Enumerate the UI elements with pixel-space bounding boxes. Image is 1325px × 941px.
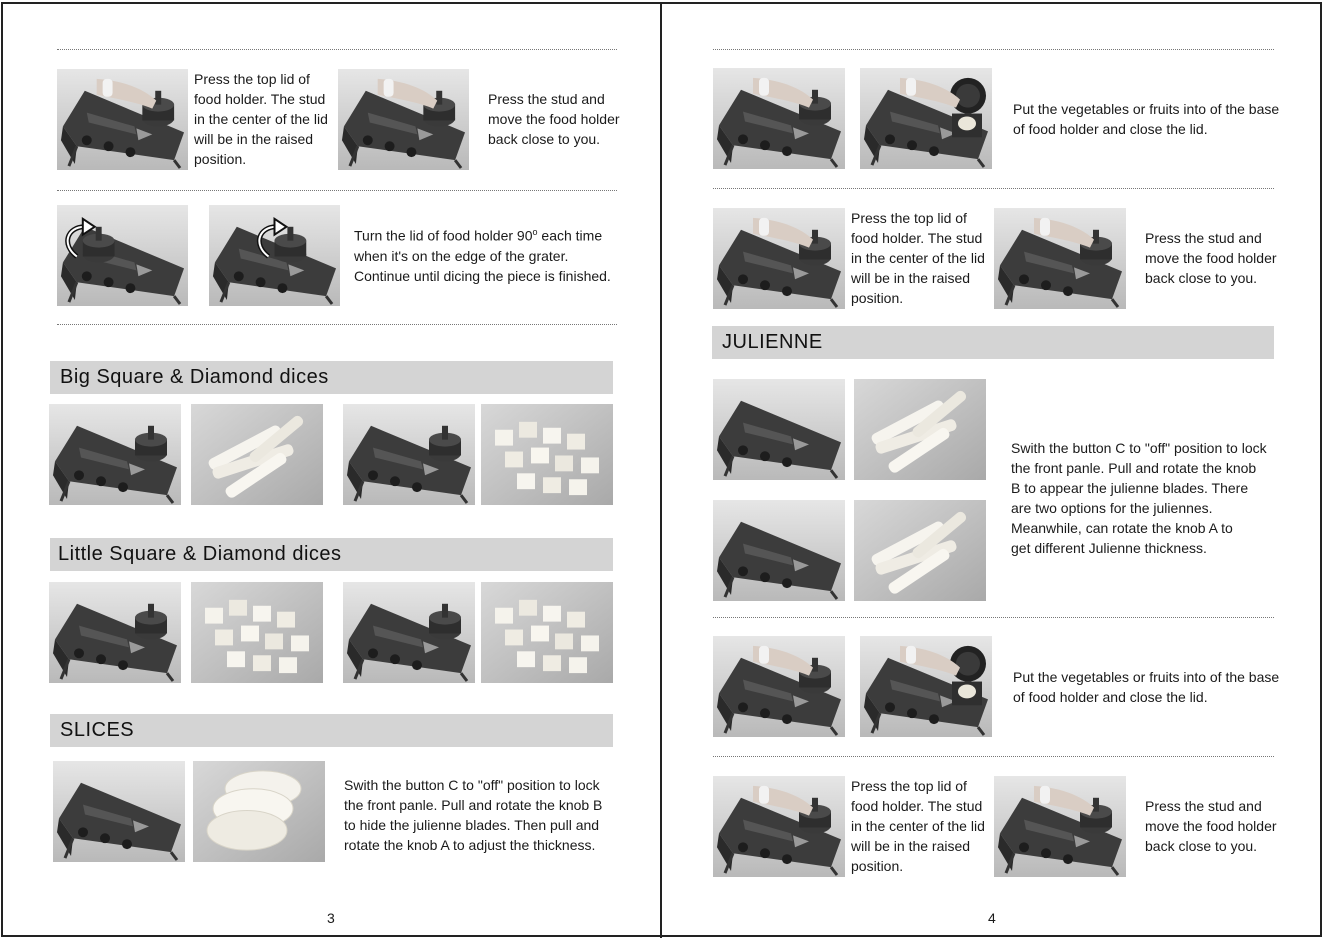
photo-put-vegetables-1 (713, 68, 845, 169)
photo-big-dice-slicer-2 (343, 404, 475, 505)
page-number-left: 3 (327, 910, 335, 926)
photo-press-lid (57, 69, 188, 170)
put-vegetables-text: Put the vegetables or fruits into of the base of food holder and close the lid. (1013, 101, 1280, 137)
photo-press-lid-right-2 (713, 776, 845, 877)
section-header-big-dices (50, 361, 613, 394)
step-press-lid-text: Press the top lid of food holder. The stud in the center of the lid will be in the raised position. (194, 71, 328, 167)
photo-julienne-slicer-2 (713, 500, 845, 601)
photo-julienne-sticks-1 (854, 379, 986, 480)
photo-close-lid-2 (860, 636, 992, 737)
section-title: Big Square & Diamond dices (60, 366, 329, 388)
photo-move-holder (338, 69, 469, 170)
section-header-slices (50, 714, 613, 747)
section-title: JULIENNE (722, 331, 823, 353)
section-header-little-dices (50, 538, 613, 571)
put-vegetables-text-2: Put the vegetables or fruits into of the base of food holder and close the lid. (1013, 669, 1280, 705)
step-press-lid-text-right: Press the top lid of food holder. The stud in the center of the lid will be in the raised position. (851, 210, 985, 306)
photo-julienne-sticks-2 (854, 500, 986, 601)
step-press-lid-text-right-2: Press the top lid of food holder. The stud in the center of the lid will be in the raised position. (851, 778, 985, 874)
dotted-separator (57, 324, 617, 325)
photo-slices-slicer (53, 761, 185, 862)
photo-little-dice-slicer-1 (49, 582, 181, 683)
dotted-separator (713, 617, 1274, 618)
page-divider (660, 2, 662, 938)
turn-lid-text-b: each time when it's on the edge of the grater. Continue until dicing the piece is finished. (354, 227, 611, 284)
photo-move-holder-right (994, 208, 1126, 309)
page-number-right: 4 (988, 910, 996, 926)
dotted-separator (57, 49, 617, 50)
photo-slices-result (193, 761, 325, 862)
step-move-holder-text: Press the stud and move the food holder back close to you. (488, 91, 620, 147)
photo-big-dice-cubes (481, 404, 613, 505)
step-move-holder-text-right-2: Press the stud and move the food holder back close to you. (1145, 798, 1277, 854)
dotted-separator (57, 190, 617, 191)
photo-little-dice-slicer-2 (343, 582, 475, 683)
photo-little-dice-cubes (481, 582, 613, 683)
julienne-text: Swith the button C to "off" position to lock the front panle. Pull and rotate the knob B to appear the julienne blades. There are two options for the juliennes. Meanwhile, can rotate the knob A to get different Julienne thickness. (1011, 440, 1267, 556)
section-title: Little Square & Diamond dices (58, 543, 342, 565)
step-move-holder-text-right: Press the stud and move the food holder back close to you. (1145, 230, 1277, 286)
photo-little-dice-pieces (191, 582, 323, 683)
photo-julienne-slicer-1 (713, 379, 845, 480)
turn-lid-text (354, 222, 611, 286)
photo-press-lid-right (713, 208, 845, 309)
section-header-julienne (712, 326, 1274, 359)
photo-move-holder-right-2 (994, 776, 1126, 877)
photo-turn-lid-2 (209, 205, 340, 306)
degree-mark: o (532, 227, 538, 237)
photo-close-lid-1 (860, 68, 992, 169)
slices-text: Swith the button C to "off" position to lock the front panle. Pull and rotate the knob B to hide the julienne blades. Then pull and rotate the knob A to adjust the thickness. (344, 777, 603, 853)
photo-put-vegetables-2 (713, 636, 845, 737)
photo-big-dice-sticks (191, 404, 323, 505)
dotted-separator (713, 188, 1274, 189)
photo-big-dice-slicer-1 (49, 404, 181, 505)
dotted-separator (713, 49, 1274, 50)
photo-turn-lid-1 (57, 205, 188, 306)
turn-lid-text-a: Turn the lid of food holder 90 (354, 227, 533, 244)
section-title: SLICES (60, 719, 135, 741)
dotted-separator (713, 756, 1274, 757)
